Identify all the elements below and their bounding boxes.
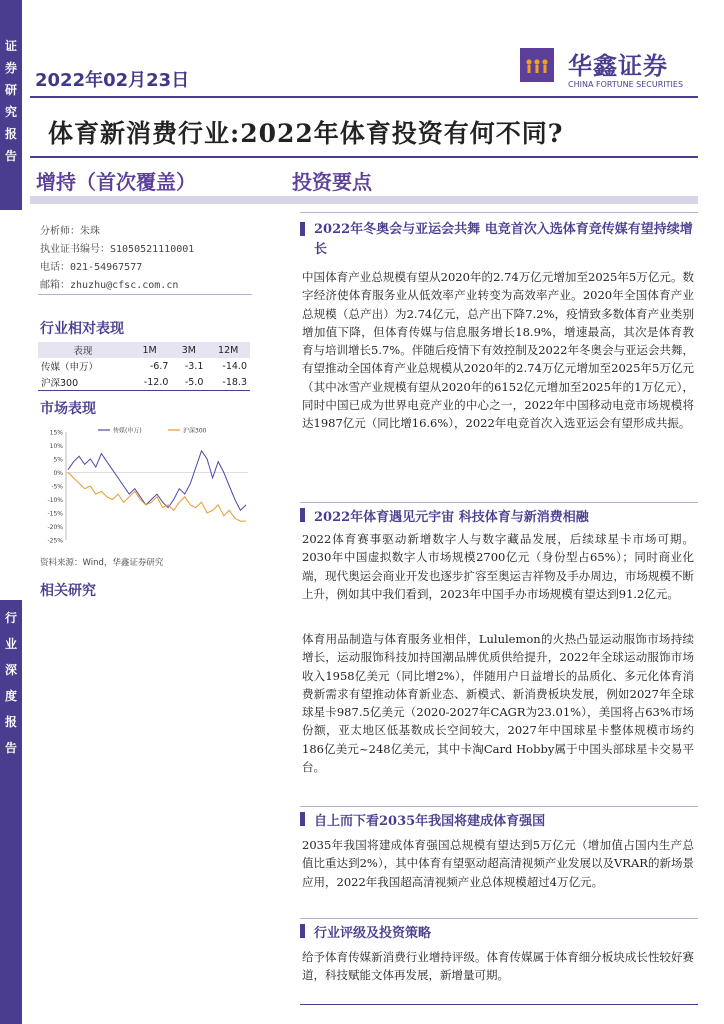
related-research-heading: 相关研究 [40, 583, 96, 599]
divider [38, 294, 252, 295]
table-cell: 传媒（申万） [41, 362, 99, 373]
section-paragraph: 体育用品制造与体育服务业相伴，Lululemon的火热凸显运动服饰市场持续增长，运动服饰科技加持国潮品牌优质供给提升，2022年全球运动服饰市场收入1958亿美元（同比增2%），伴随用户日益增长的品质化、多元化体育消费新需求有望推动体育新业态、新模式、新消费板块发展，例如2027年全球球星卡987.5亿美元（2020-2027年CAGR为23.01%），美国将占63%市场份额，亚太地区低基数成长空间较大，2027年中国球星卡整体规模市场约186亿美元~248亿美元，其中卡淘Card Hobby属于中国头部球星卡交易平台。 [302, 632, 694, 775]
sidebar-char: 度 [4, 689, 17, 703]
y-tick-label: -10% [47, 497, 63, 504]
table-cell: -14.0 [222, 360, 247, 372]
analyst-phone: 电话：021-54967577 [40, 262, 143, 273]
divider [30, 156, 698, 158]
rating-label: 增持（首次覆盖） [36, 170, 196, 194]
performance-table [38, 342, 250, 391]
sidebar-char: 报 [4, 127, 17, 141]
divider [300, 918, 698, 919]
sidebar-top [0, 0, 22, 210]
y-tick-label: -20% [47, 524, 63, 531]
market-chart-svg [38, 422, 252, 550]
legend-label: 传媒(申万) [113, 427, 142, 435]
section-heading: 自上而下看2035年我国将建成体育强国 [314, 814, 546, 829]
investment-highlights-heading: 投资要点 [292, 170, 372, 194]
y-tick-label: -5% [51, 483, 63, 491]
table-row [38, 358, 250, 374]
divider [300, 502, 698, 503]
chart-source: 资料来源：Wind，华鑫证券研究 [40, 558, 164, 568]
section-paragraph: 给予体育传媒新消费行业增持评级。体育传媒属于体育细分板块成长性较好赛道，科技赋能文体再发展，新增量可期。 [302, 950, 694, 983]
sidebar-char: 业 [4, 637, 17, 651]
section-paragraph: 2035年我国将建成体育强国总规模有望达到5万亿元（增加值占国内生产总值比重达到2%），其中体育有望驱动超高清视频产业发展以及VRAR的新场景应用，2022年我国超高清视频产业总体规模超过4万亿元。 [302, 838, 694, 889]
y-tick-label: 0% [53, 470, 63, 477]
table-header: 1M [128, 342, 172, 358]
report-date: 2022年02月23日 [35, 70, 190, 91]
divider [300, 1004, 698, 1005]
sidebar-char: 研 [4, 83, 17, 97]
page-title: 体育新消费行业:2022年体育投资有何不同? [48, 119, 564, 148]
market-heading: 市场表现 [40, 401, 96, 417]
section-marker [300, 222, 305, 236]
section-paragraph: 中国体育产业总规模有望从2020年的2.74万亿元增加至2025年5万亿元。数字经济使体育服务业从低效率产业转变为高效率产业。2020年全国体育产业总规模（总产出）为2.74亿元，总产出下降7.2%，疫情致多数体育产业类别增加值下降，但体育传媒与信息服务增长18.9%，增速最高，其次是体育教育与培训增长5.7%。伴随后疫情下有效控制及2022年冬奥会与亚运会共舞，有望推动全国体育产业总规模从2020年的2.74万亿元增加至2025年5万亿元（其中冰雪产业规模有望从2020年的6152亿元增加至2025年的1万亿元），同时中国已成为世界电竞产业的中心之一，2022年中国移动电竞市场规模将达1987亿元（同比增16.6%），2022年电竞首次入选亚运会有望形成共振。 [302, 270, 694, 431]
table-header: 12M [206, 342, 250, 358]
market-chart [38, 422, 252, 550]
section-heading: 2022年体育遇见元宇宙 科技体育与新消费相融 [314, 510, 589, 525]
analyst-email[interactable]: 邮箱：zhuzhu@cfsc.com.cn [40, 280, 179, 291]
sidebar-char: 报 [4, 715, 17, 729]
divider [300, 806, 698, 807]
table-cell: -3.1 [184, 360, 204, 372]
table-cell: 沪深300 [41, 378, 79, 389]
section-marker [300, 508, 305, 522]
y-tick-label: -15% [47, 510, 63, 518]
section-heading: 行业评级及投资策略 [314, 926, 432, 941]
series-line-0 [68, 451, 246, 510]
table-header-row [38, 342, 250, 358]
table-cell: -5.0 [184, 376, 204, 388]
header-band [30, 196, 698, 204]
sidebar-char: 告 [4, 741, 17, 755]
analyst-name: 分析师：朱珠 [40, 226, 100, 237]
section-marker [300, 924, 305, 938]
analyst-cert: 执业证书编号：S1050521110001 [40, 244, 195, 255]
sidebar-char: 深 [4, 663, 17, 677]
divider [30, 96, 698, 98]
y-tick-label: -25% [47, 537, 63, 545]
company-logo-icon [520, 48, 554, 82]
table-cell: -12.0 [143, 376, 169, 388]
y-tick-label: 5% [53, 456, 63, 464]
section-heading: 2022年冬奥会与亚运会共舞 电竞首次入选体育竞传媒有望持续增长 [314, 222, 693, 257]
table-cell: -6.7 [149, 360, 169, 372]
y-tick-label: 10% [49, 443, 63, 450]
logo-text: 华鑫证券 [568, 52, 668, 80]
logo-english: CHINA FORTUNE SECURITIES [568, 80, 684, 89]
performance-heading: 行业相对表现 [40, 321, 124, 337]
divider [300, 212, 698, 213]
section-paragraph: 2022体育赛事驱动新增数字人与数字藏品发展，后续球星卡市场可期。2030年中国虚拟数字人市场规模2700亿元（身份型占65%）；同时商业化端，现代奥运会商业开发也逐步扩容至奥运吉祥物及手办周边，市场规模不断上升，例如其中我们看到，2023年中国手办市场规模有望达到91.2亿元。 [302, 532, 694, 601]
table-row [38, 374, 250, 391]
y-tick-label: 15% [49, 429, 63, 437]
table-header: 3M [171, 342, 206, 358]
legend-label: 沪深300 [183, 427, 207, 435]
sidebar-bottom [0, 600, 22, 1024]
sidebar-char: 券 [4, 61, 17, 75]
sidebar-char: 行 [4, 611, 17, 625]
sidebar-char: 究 [4, 105, 17, 119]
sidebar-char: 告 [4, 149, 17, 163]
table-cell: -18.3 [222, 376, 247, 388]
table-header: 表现 [38, 342, 128, 358]
series-line-1 [68, 473, 246, 522]
section-marker [300, 812, 305, 826]
sidebar-char: 证 [4, 39, 17, 53]
